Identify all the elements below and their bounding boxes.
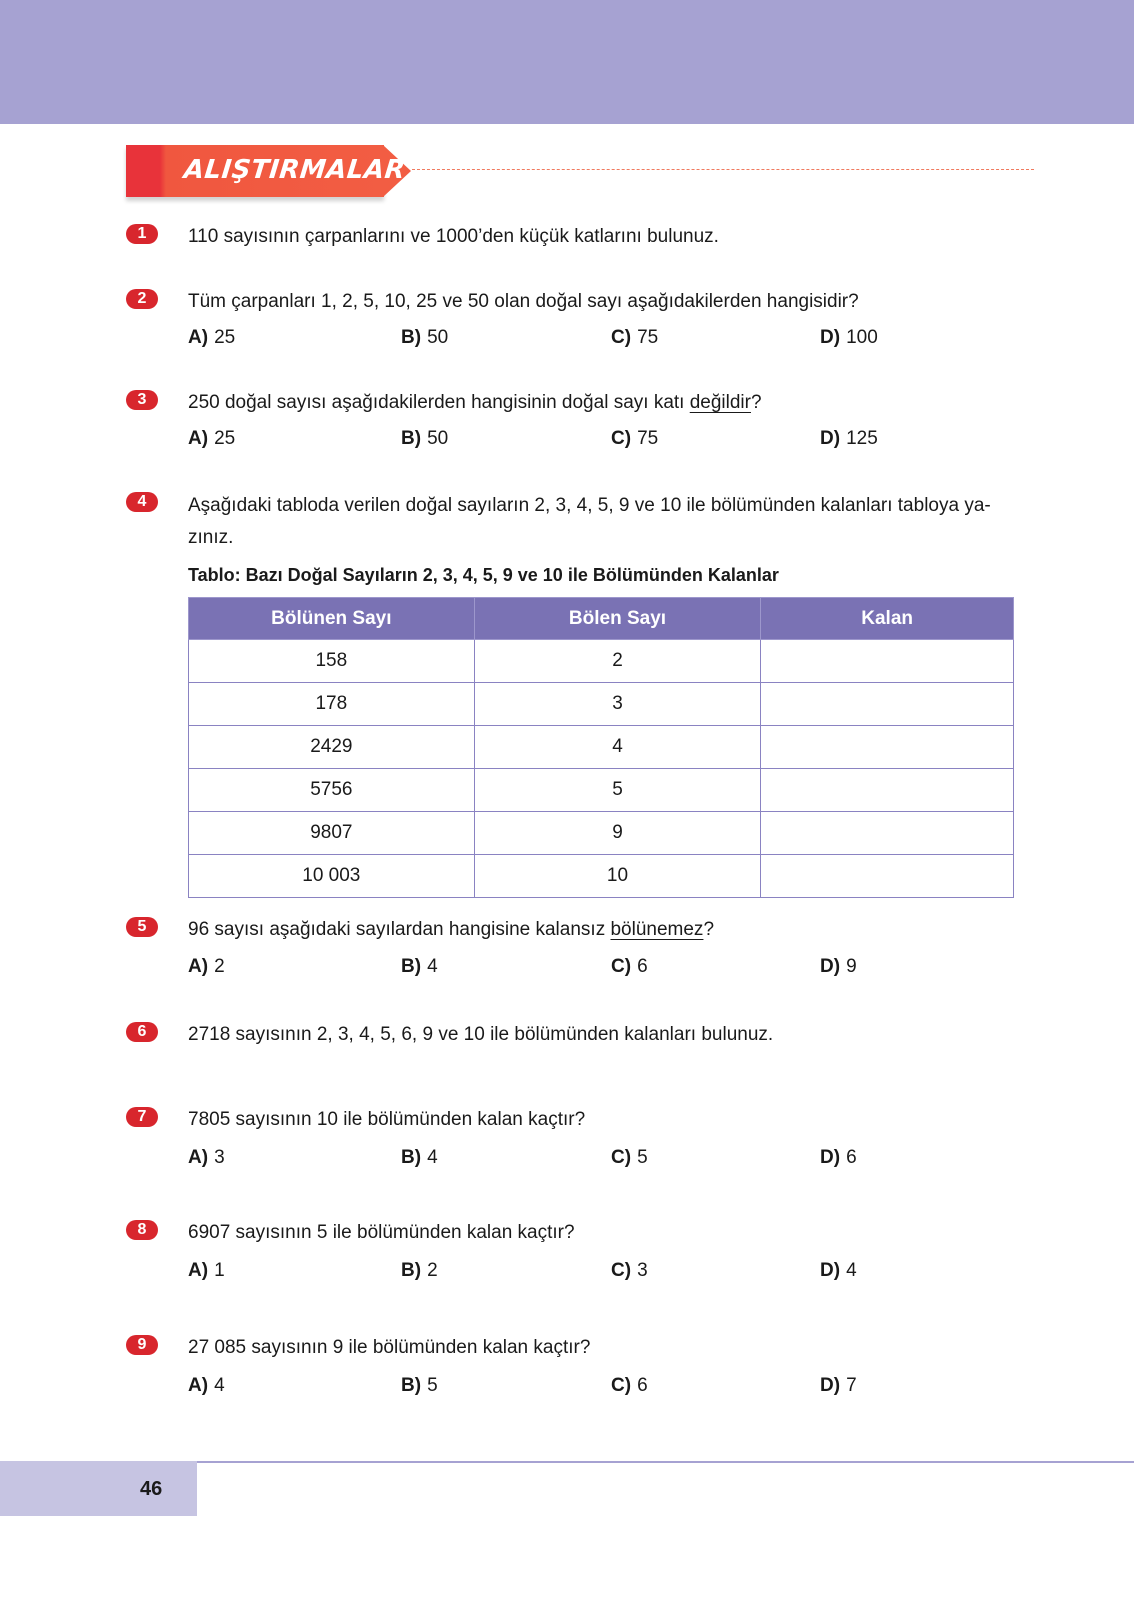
option-b[interactable]: B) 4 [401, 956, 438, 977]
divisor-cell: 3 [474, 683, 761, 726]
column-header: Kalan [761, 598, 1014, 640]
remainder-cell[interactable] [761, 640, 1014, 683]
table-row [189, 769, 1014, 812]
question-text: Aşağıdaki tabloda verilen doğal sayıların 2, 3, 4, 5, 9 ve 10 ile bölümünden kalanları tabloya ya-zınız. [188, 495, 991, 548]
footer-divider [196, 1461, 1134, 1463]
option-b[interactable]: B) 50 [401, 428, 449, 449]
dividend-cell: 178 [189, 683, 475, 726]
remainder-cell[interactable] [761, 726, 1014, 769]
answer-options [188, 1260, 1028, 1286]
option-a[interactable]: A) 4 [188, 1375, 225, 1396]
column-header: Bölünen Sayı [189, 598, 475, 640]
option-b[interactable]: B) 50 [401, 327, 449, 348]
remainder-cell[interactable] [761, 812, 1014, 855]
option-c[interactable]: C) 5 [611, 1147, 648, 1168]
divisor-cell: 9 [474, 812, 761, 855]
table-row [189, 812, 1014, 855]
option-a[interactable]: A) 2 [188, 956, 225, 977]
table-caption: Tablo: Bazı Doğal Sayıların 2, 3, 4, 5, 9 ve 10 ile Bölümünden Kalanlar [188, 565, 779, 585]
page-number: 46 [140, 1478, 163, 1500]
question-number-badge: 7 [126, 1107, 158, 1127]
column-header: Bölen Sayı [474, 598, 761, 640]
dividend-cell: 158 [189, 640, 475, 683]
header-band [0, 0, 1134, 124]
option-b[interactable]: B) 4 [401, 1147, 438, 1168]
remainder-cell[interactable] [761, 683, 1014, 726]
option-a[interactable]: A) 3 [188, 1147, 225, 1168]
question-number-badge: 6 [126, 1022, 158, 1042]
question-text: 2718 sayısının 2, 3, 4, 5, 6, 9 ve 10 ile bölümünden kalanları bulunuz. [188, 1024, 774, 1045]
underlined-word: bölünemez [610, 919, 704, 940]
option-d[interactable]: D) 6 [820, 1147, 857, 1168]
table-row [189, 683, 1014, 726]
option-c[interactable]: C) 6 [611, 956, 648, 977]
question-number-badge: 9 [126, 1335, 158, 1355]
option-d[interactable]: D) 125 [820, 428, 878, 449]
dividend-cell: 10 003 [189, 855, 475, 898]
table-row [189, 640, 1014, 683]
option-c[interactable]: C) 75 [611, 428, 659, 449]
question-text: 250 doğal sayısı aşağıdakilerden hangisinin doğal sayı katı değildir? [188, 392, 762, 413]
option-a[interactable]: A) 25 [188, 327, 236, 348]
answer-options [188, 956, 1028, 982]
option-d[interactable]: D) 100 [820, 327, 878, 348]
dividend-cell: 2429 [189, 726, 475, 769]
divisor-cell: 2 [474, 640, 761, 683]
remainders-table [188, 597, 1014, 898]
footer-page-box [0, 1461, 197, 1516]
option-a[interactable]: A) 25 [188, 428, 236, 449]
answer-options [188, 1375, 1028, 1401]
table-row [189, 855, 1014, 898]
question-text: Tüm çarpanları 1, 2, 5, 10, 25 ve 50 olan doğal sayı aşağıdakilerden hangisidir? [188, 291, 859, 312]
option-d[interactable]: D) 7 [820, 1375, 857, 1396]
option-d[interactable]: D) 9 [820, 956, 857, 977]
option-c[interactable]: C) 3 [611, 1260, 648, 1281]
question-number-badge: 3 [126, 390, 158, 410]
remainder-cell[interactable] [761, 855, 1014, 898]
table-row [189, 726, 1014, 769]
remainder-cell[interactable] [761, 769, 1014, 812]
question-number-badge: 8 [126, 1220, 158, 1240]
dividend-cell: 5756 [189, 769, 475, 812]
option-b[interactable]: B) 2 [401, 1260, 438, 1281]
option-b[interactable]: B) 5 [401, 1375, 438, 1396]
question-text: 27 085 sayısının 9 ile bölümünden kalan kaçtır? [188, 1337, 591, 1358]
section-banner [126, 145, 410, 197]
question-number-badge: 5 [126, 917, 158, 937]
answer-options [188, 1147, 1028, 1173]
answer-options [188, 327, 1028, 353]
question-number-badge: 1 [126, 224, 158, 244]
option-d[interactable]: D) 4 [820, 1260, 857, 1281]
underlined-word: değildir [689, 392, 751, 413]
question-number-badge: 4 [126, 492, 158, 512]
section-title: ALIŞTIRMALAR [182, 155, 407, 185]
dividend-cell: 9807 [189, 812, 475, 855]
question-text: 6907 sayısının 5 ile bölümünden kalan kaçtır? [188, 1222, 575, 1243]
question-text: 7805 sayısının 10 ile bölümünden kalan kaçtır? [188, 1109, 586, 1130]
question-text: 96 sayısı aşağıdaki sayılardan hangisine kalansız bölünemez? [188, 919, 715, 940]
divisor-cell: 4 [474, 726, 761, 769]
dotted-divider [412, 169, 1034, 170]
option-a[interactable]: A) 1 [188, 1260, 225, 1281]
table-header-row [189, 598, 1014, 640]
divisor-cell: 10 [474, 855, 761, 898]
question-text: 110 sayısının çarpanlarını ve 1000’den küçük katlarını bulunuz. [188, 226, 719, 247]
question-number-badge: 2 [126, 289, 158, 309]
answer-options [188, 428, 1028, 454]
option-c[interactable]: C) 75 [611, 327, 659, 348]
option-c[interactable]: C) 6 [611, 1375, 648, 1396]
divisor-cell: 5 [474, 769, 761, 812]
